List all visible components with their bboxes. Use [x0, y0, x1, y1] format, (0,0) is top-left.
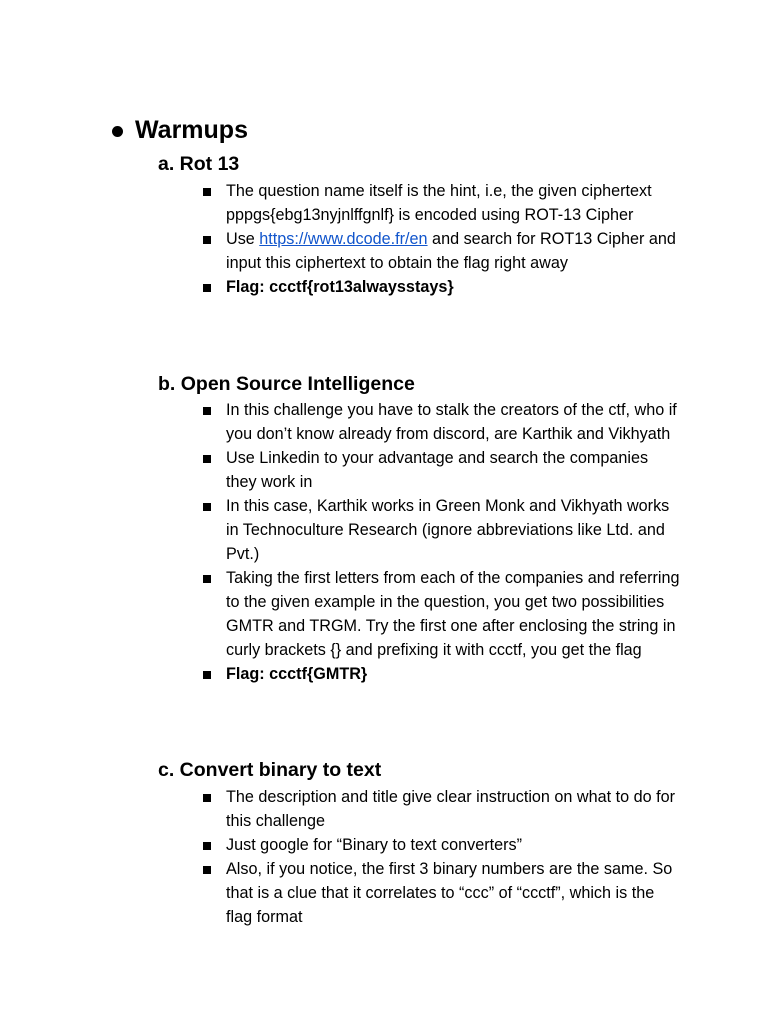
list-item: Also, if you notice, the first 3 binary numbers are the same. So that is a clue that it correlates to “ccc” of “ccctf”, which is the flag format [0, 857, 680, 929]
list-item: Just google for “Binary to text converters” [0, 833, 680, 857]
square-bullet-icon [203, 575, 211, 583]
list-item: In this challenge you have to stalk the creators of the ctf, who if you don’t know already from discord, are Karthik and Vikhyath [0, 398, 680, 446]
dcode-link[interactable]: https://www.dcode.fr/en [259, 230, 428, 248]
flag-item: Flag: ccctf{GMTR} [0, 662, 680, 686]
square-bullet-icon [203, 671, 211, 679]
section-heading-rot13: a. Rot 13 [158, 153, 240, 175]
rot13-list [0, 179, 680, 299]
flag-item: Flag: ccctf{rot13alwaysstays} [0, 275, 680, 299]
square-bullet-icon [203, 794, 211, 802]
warmups-title: Warmups [135, 116, 248, 144]
square-bullet-icon [203, 503, 211, 511]
square-bullet-icon [203, 407, 211, 415]
square-bullet-icon [203, 866, 211, 874]
list-item: Taking the first letters from each of the companies and referring to the given example in the question, you get two possibilities GMTR and TRGM. Try the first one after enclosing the string in curly brackets {} and prefixing it with ccctf, you get the flag [0, 566, 680, 662]
square-bullet-icon [203, 236, 211, 244]
bullet-dot-icon [112, 126, 123, 137]
list-item: Use https://www.dcode.fr/en and search for ROT13 Cipher and input this ciphertext to obtain the flag right away [0, 227, 680, 275]
binary-list [0, 785, 680, 929]
square-bullet-icon [203, 842, 211, 850]
square-bullet-icon [203, 455, 211, 463]
list-item: In this case, Karthik works in Green Monk and Vikhyath works in Technoculture Research (ignore abbreviations like Ltd. and Pvt.) [0, 494, 680, 566]
list-item: The description and title give clear instruction on what to do for this challenge [0, 785, 680, 833]
section-heading-osint: b. Open Source Intelligence [158, 373, 415, 395]
square-bullet-icon [203, 188, 211, 196]
square-bullet-icon [203, 284, 211, 292]
section-heading-binary: c. Convert binary to text [158, 759, 382, 781]
warmups-heading [112, 116, 248, 145]
osint-list [0, 398, 680, 686]
list-item: The question name itself is the hint, i.e, the given ciphertext pppgs{ebg13nyjnlffgnlf} is encoded using ROT-13 Cipher [0, 179, 680, 227]
list-item: Use Linkedin to your advantage and search the companies they work in [0, 446, 680, 494]
